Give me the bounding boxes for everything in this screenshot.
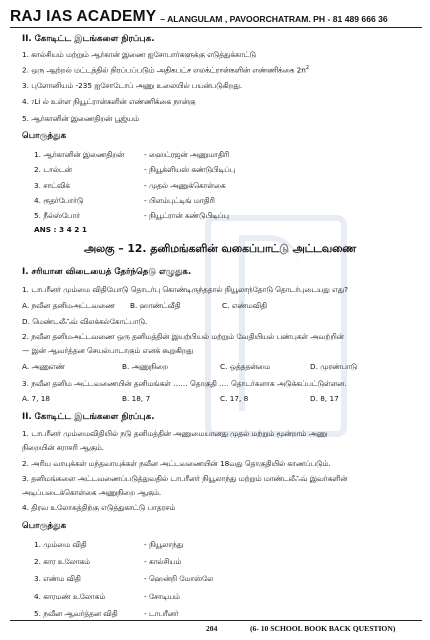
option: C. 17, 8: [220, 393, 249, 403]
match-left: 1. ஆர்கானின் இணைதிறன்: [34, 149, 125, 159]
match-right: - டாபரீனர்: [144, 608, 179, 618]
fill-item-2: 2. ஒரு ஆற்றல் மட்டத்தில் நிரப்பப்படும் அதிகபட்ச எலக்ட்ரான்களின் எண்ணிக்கை $2n^2$: [22, 65, 310, 75]
question-1-options: [22, 301, 418, 311]
match-row: [22, 610, 418, 617]
section-title: II. கோடிட்ட இடங்களை நிரப்புக.: [22, 34, 155, 44]
match-table-2: [22, 541, 418, 617]
match-row: [22, 151, 418, 158]
match-left: 2. டால்டன்: [34, 165, 72, 175]
match-right: - கால்சியம்: [144, 557, 182, 567]
question-1-option-d: D. மெண்டலீஃவ் விலக்கல்கோட்பாடு.: [22, 316, 148, 326]
match-left: 3. எண்ம விதி: [34, 574, 81, 584]
match-row: [22, 166, 418, 173]
match-table: [22, 151, 418, 219]
match-right: - நியூக்ளியஸ் கண்டுபிடிப்பு: [144, 165, 236, 175]
option: A. 7, 18: [22, 393, 51, 403]
match-right: - ஹைட்ரஜன் அணுமாதிரி: [144, 149, 230, 159]
match-left: 3. சாட்விக்: [34, 180, 70, 190]
academy-name: RAJ IAS ACADEMY: [10, 8, 157, 25]
match-left: 5. நவீன ஆவர்த்தன விதி: [34, 608, 118, 618]
page-number: 204: [206, 624, 218, 633]
match-title-2: பொருத்துக: [22, 520, 67, 531]
match-row: [22, 212, 418, 219]
page-content: [22, 30, 418, 617]
match-right: - நியூலாந்து: [144, 539, 184, 549]
match-left: 5. நீல்ஸ்போர்: [34, 211, 81, 221]
fill-item-4: 4. ₇Li ல் உள்ள நியூட்ரான்களின் எண்ணிக்கை நான்கு: [22, 97, 196, 107]
footer-rule: [10, 620, 422, 621]
option: D. முரண்பாடு: [310, 361, 358, 371]
question-3: 3. நவீன தனிம அட்டவணையின் தனிமங்கள் …… தொகுதி …. தொடர்களாக அடுக்கப்பட்டுள்ளன.: [22, 378, 347, 388]
page-header: [10, 4, 422, 26]
fill-item-3: 3. புளோனியம் -235 ஐசோடோப் அணு உலையில் பயன்படுகிறது.: [22, 81, 243, 91]
match-right: - சோடியம்: [144, 591, 180, 601]
match-row: [22, 575, 418, 582]
fill-item-4: 4. திரவ உலோகத்திற்கு எடுத்துகாட்டு பாதரசம்: [22, 503, 176, 513]
fill-item-5: 5. ஆர்கானின் இணைதிறன் பூஜ்யம்: [22, 113, 139, 123]
option: C. ஒத்ததன்மை: [220, 361, 270, 371]
fill-item-1: 1. டாபரீனர் மும்மைவிதியில் நடு தனிமத்தின் அணுமையானது முதல் மற்றும் மூன்றாம் அணு: [22, 428, 327, 438]
match-row: [22, 593, 418, 600]
match-left: 1. மும்மை விதி: [34, 539, 87, 549]
match-left: 4. காரமண் உலோகம்: [34, 591, 106, 601]
fill-item-2: 2. அரிய வாயுக்கள் மந்தவாயுக்கள் நவீன அட்டவணையின் 18வது தொகுதியில் காணப்படும்.: [22, 458, 331, 468]
footer-note: (6- 10 SCHOOL BOOK BACK QUESTION): [250, 624, 396, 633]
match-right: - ஹென்றி மோஸ்லே: [144, 574, 214, 584]
page-footer: [10, 622, 422, 636]
match-title: பொருத்துக: [22, 130, 67, 141]
header-rule: [10, 27, 422, 28]
match-row: [22, 182, 418, 189]
match-left: 2. கார உலோகம்: [34, 557, 91, 567]
answer-key: ANS : 3 4 2 1: [34, 225, 87, 235]
match-row: [22, 197, 418, 204]
question-1: 1. டாபரீனர் மும்மை விதியோடு தொடர்பு கொண்டிருந்ததால் நியூலாந்தோடு தொடர்புடையது எது?: [22, 285, 348, 295]
option: B. 18, 7: [122, 393, 151, 403]
option: A. நவீன தனிமஅட்டவணை: [22, 300, 115, 310]
option: B. ஹாண்ட்வீதி: [130, 300, 181, 310]
fill-item-3: 3. தனிமங்களை அட்டவணைப்படுத்துவதில் டாபரீனர் நியூலாந்து மற்றும் மாண்டலீஃவ் இவர்களின்: [22, 473, 348, 483]
option: C. எண்மவிதி: [222, 300, 267, 310]
match-right: - முதல் அணுக்கொள்கை: [144, 180, 226, 190]
section-title-mcq: I. சரியான விடையைத் தேர்ந்தெடு எழுதுக.: [22, 267, 192, 278]
section-title-fill: II. கோடிட்ட இடங்களை நிரப்புக.: [22, 411, 155, 422]
question-2: 2. நவீன தனிமஅட்டவணை ஒரு தனிமத்தின் இயற்பியல் மற்றும் வேதியியல் பண்புகள் அவற்றின்: [22, 332, 344, 342]
question-3-options: [22, 394, 418, 403]
option: B. அணுநிறை: [122, 361, 168, 371]
question-2-options: [22, 362, 418, 372]
match-row: [22, 558, 418, 565]
academy-contact: – ALANGULAM , PAVOORCHATRAM. PH - 81 489 666 36: [160, 14, 388, 24]
fill-item-3-cont: அடிப்படைக்கொள்கை அணுநிறை ஆகும்.: [22, 488, 162, 498]
match-row: [22, 541, 418, 548]
option: D. 8, 17: [310, 393, 339, 403]
chapter-heading: அலகு – 12. தனிமங்களின் வகைப்பாட்டு அட்டவணை: [83, 241, 357, 255]
question-2-cont: — இன் ஆவர்த்தன செயல்பாடாகும் எனக் கூறுகிறது: [22, 346, 194, 356]
fill-item-1-cont: நிறையின் சராசரி ஆகும்.: [22, 443, 104, 453]
fill-item-1: 1. கால்சியம் மற்றும் ஆர்கான் இணை ஐசோபார்களுக்கு எடுத்துக்காட்டு: [22, 50, 256, 59]
option: A. அணுஎண்: [22, 361, 65, 371]
match-right: - நியூட்ரான் கண்டுபிடிப்பு: [144, 211, 229, 221]
match-right: - பிளம்புட்டிங் மாதிரி: [144, 195, 215, 205]
match-left: 4. ரூதர்போர்டு: [34, 195, 84, 205]
